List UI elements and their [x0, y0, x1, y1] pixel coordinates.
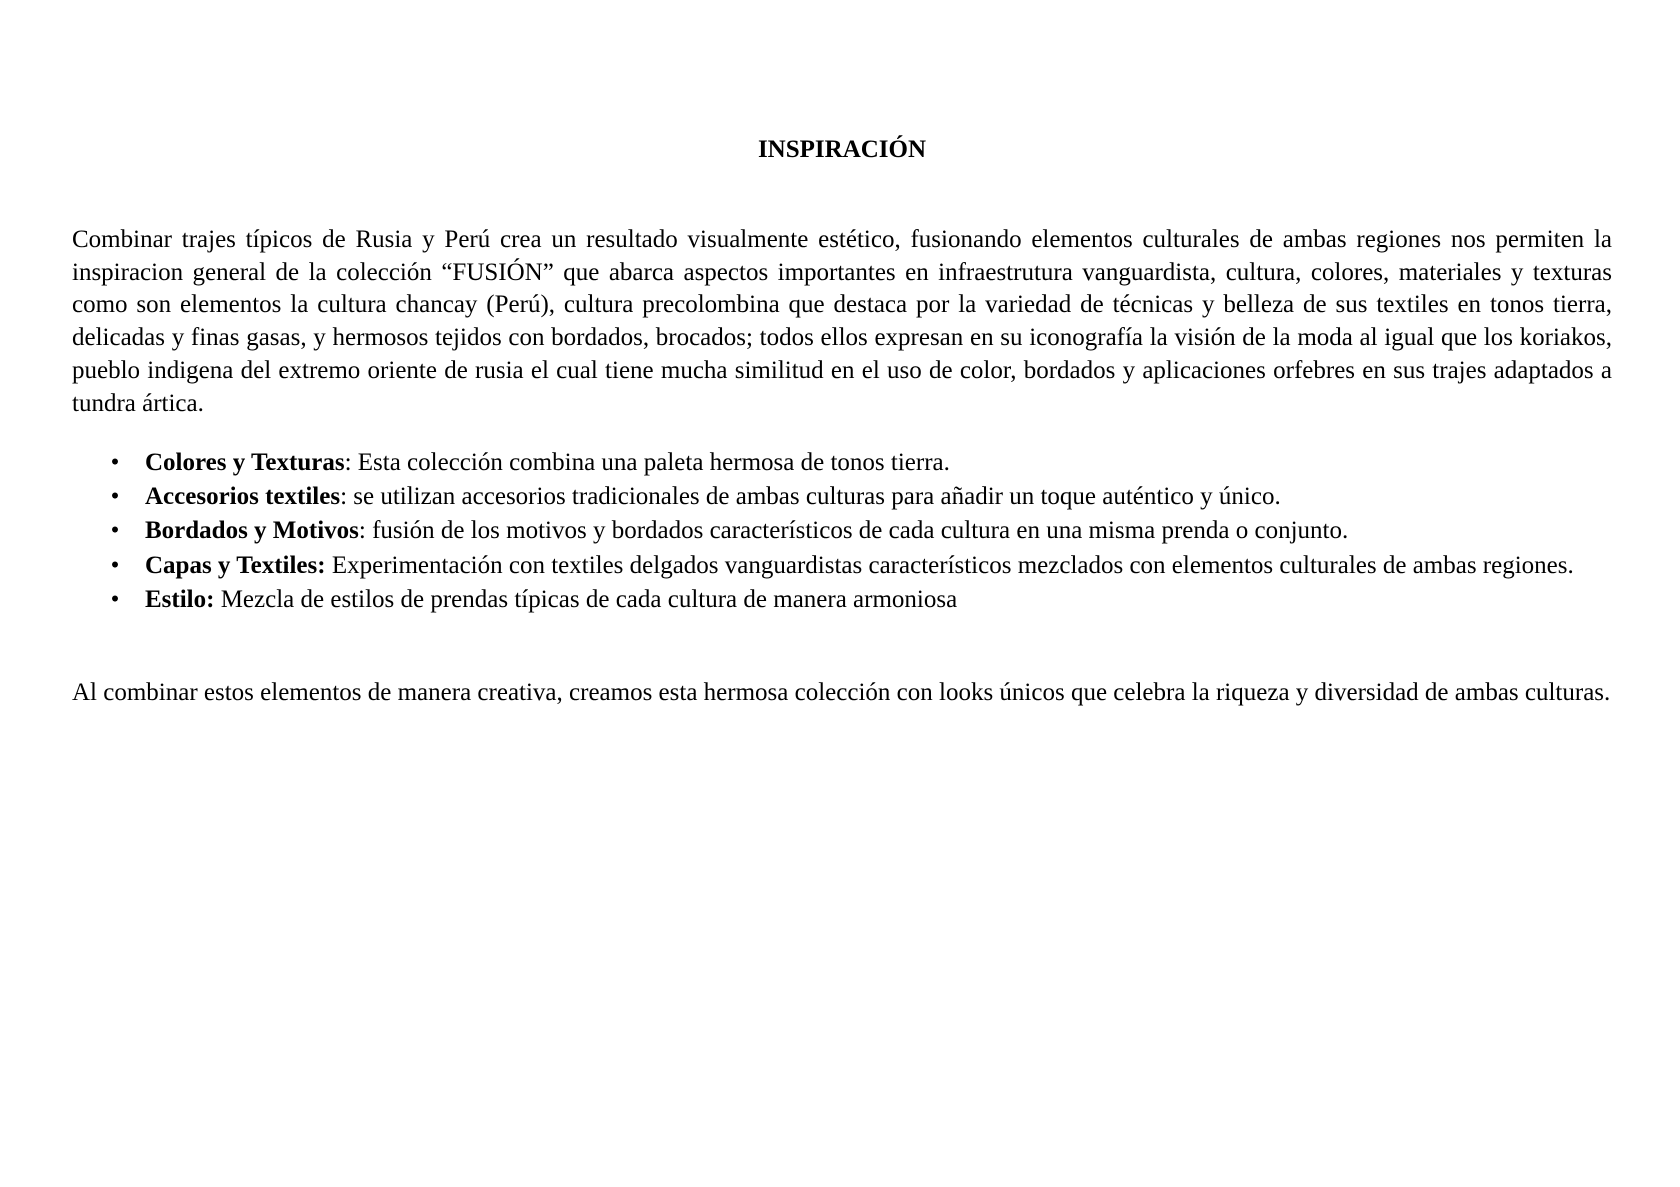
feature-list — [72, 447, 1612, 618]
list-item-term: Colores y Texturas — [145, 449, 345, 476]
list-item — [72, 515, 1612, 548]
list-item-text: Experimentación con textiles delgados vanguardistas característicos mezclados con elementos culturales de ambas regiones. — [325, 551, 1574, 579]
list-item-term: Bordados y Motivos — [145, 517, 359, 545]
bullet-icon: • — [110, 517, 120, 545]
list-item-text: : fusión de los motivos y bordados característicos de cada cultura en una misma prenda o conjunto. — [358, 517, 1349, 545]
list-item — [72, 481, 1612, 514]
list-item — [72, 550, 1612, 583]
list-item-text: : Esta colección combina una paleta hermosa de tonos tierra. — [344, 449, 950, 476]
list-item-text: Mezcla de estilos de prendas típicas de cada cultura de manera armoniosa — [214, 585, 958, 613]
list-item — [72, 447, 1612, 480]
bullet-icon: • — [110, 551, 120, 579]
page-title: INSPIRACIÓN — [757, 136, 927, 163]
list-item — [72, 584, 1612, 617]
bullet-icon: • — [110, 483, 120, 511]
list-item-text: : se utilizan accesorios tradicionales de ambas culturas para añadir un toque auténtico y único. — [340, 483, 1281, 511]
list-item-term: Estilo: — [145, 585, 215, 613]
closing-paragraph: Al combinar estos elementos de manera creativa, creamos esta hermosa colección con looks únicos que celebra la riqueza y diversidad de ambas culturas. — [72, 679, 1611, 706]
list-item-term: Capas y Textiles: — [145, 551, 326, 579]
list-item-term: Accesorios textiles — [145, 483, 341, 511]
bullet-icon: • — [110, 585, 120, 613]
bullet-icon: • — [110, 449, 120, 476]
intro-paragraph: Combinar trajes típicos de Rusia y Perú crea un resultado visualmente estético, fusionando elementos culturales de ambas regiones nos permiten la inspiracion general de la colección “FUSIÓN” que abarca aspectos importantes en infraestrutura vanguardista, cultura, colores, materiales y texturas como son elementos la cultura chancay (Perú), cultura precolombina que destaca por la variedad de técnicas y belleza de sus textiles en tonos tierra, delicadas y finas gasas, y hermosos tejidos con bordados, brocados; todos ellos expresan en su iconografía la visión de la moda al igual que los koriakos, pueblo indigena del extremo oriente de rusia el cual tiene mucha similitud en el uso de color, bordados y aplicaciones orfebres en sus trajes adaptados a tundra ártica. — [72, 226, 1612, 417]
